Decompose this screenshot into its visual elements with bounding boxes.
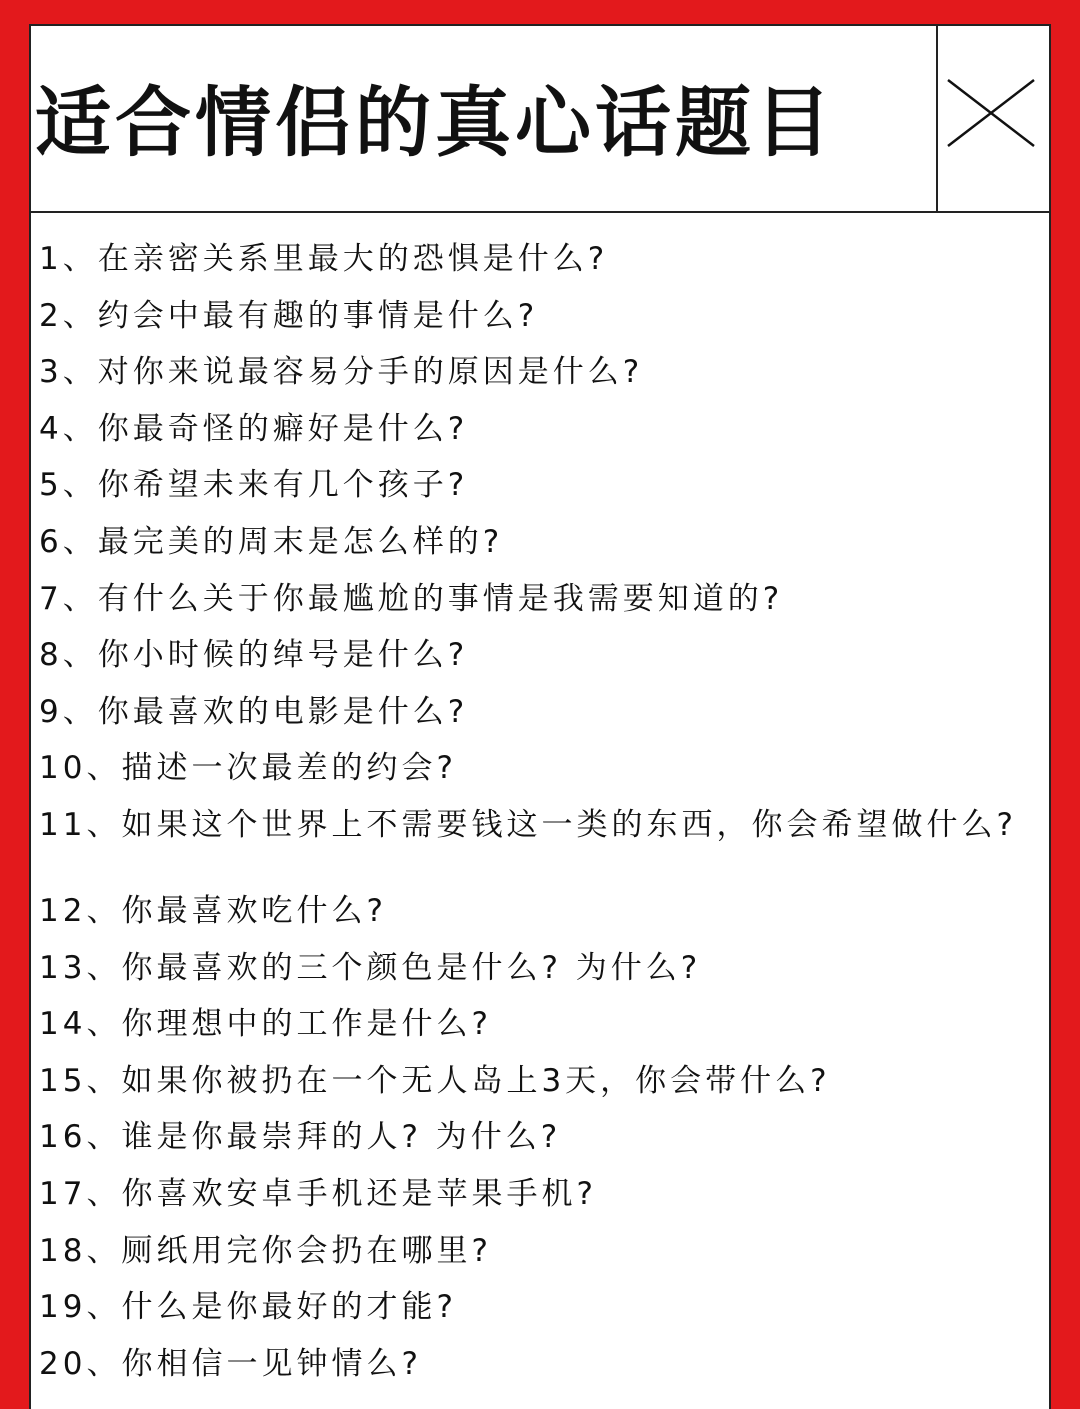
card [29,24,1051,1409]
question-list [39,231,1039,1392]
close-x-icon [946,78,1036,148]
question-item: 11、如果这个世界上不需要钱这一类的东西，你会希望做什么? [39,806,1017,843]
question-item: 18、厕纸用完你会扔在哪里? [39,1232,492,1269]
question-item: 2、约会中最有趣的事情是什么? [39,297,539,334]
question-item: 16、谁是你最崇拜的人? 为什么? [39,1119,562,1156]
question-item: 14、你理想中的工作是什么? [39,1006,492,1043]
question-item: 13、你最喜欢的三个颜色是什么? 为什么? [39,949,702,986]
question-item: 15、如果你被扔在一个无人岛上3天，你会带什么? [39,1062,831,1099]
question-item: 3、对你来说最容易分手的原因是什么? [39,354,644,391]
question-item: 8、你小时候的绰号是什么? [39,637,469,674]
question-item: 6、最完美的周末是怎么样的? [39,523,504,560]
question-item: 7、有什么关于你最尴尬的事情是我需要知道的? [39,580,784,617]
question-item: 10、描述一次最差的约会? [39,750,457,787]
question-item: 12、你最喜欢吃什么? [39,892,387,929]
question-item: 1、在亲密关系里最大的恐惧是什么? [39,241,609,277]
page-title: 适合情侣的真心话题目 [35,78,835,167]
question-item: 17、你喜欢安卓手机还是苹果手机? [39,1175,597,1212]
header [31,26,1049,213]
close-button[interactable] [936,26,1049,211]
question-item: 9、你最喜欢的电影是什么? [39,693,469,730]
question-item: 20、你相信一见钟情么? [39,1345,422,1382]
question-item: 4、你最奇怪的癖好是什么? [39,410,469,447]
question-item: 5、你希望未来有几个孩子? [39,467,469,504]
question-item: 19、什么是你最好的才能? [39,1289,457,1326]
